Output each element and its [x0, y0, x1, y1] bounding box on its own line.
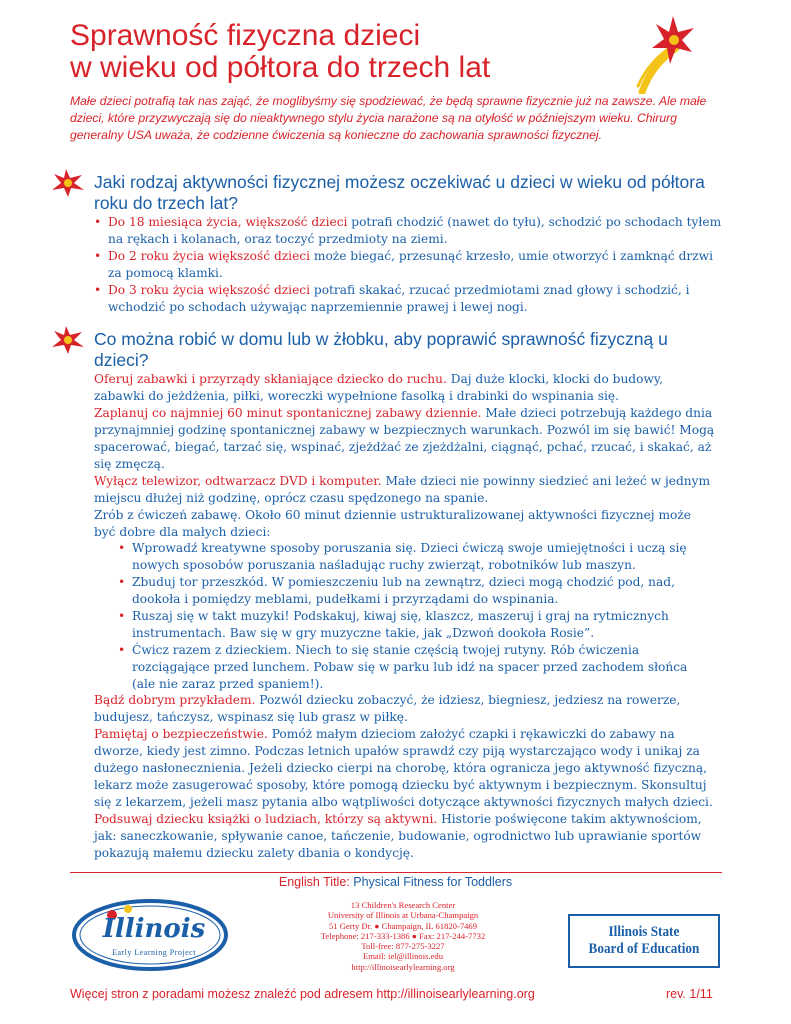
shooting-star-icon [636, 14, 696, 94]
paragraph [94, 507, 716, 541]
paragraph-text: Pozwól dziecku zobaczyć, że idziesz, biegniesz, jedziesz na rowerze, budujesz, tańczysz, wspinasz się lub grasz w piłkę. [94, 693, 681, 724]
address-line: Toll-free: 877-275-3227 [361, 941, 445, 952]
logo-subtitle: Early Learning Project [112, 948, 196, 957]
list-item [94, 214, 726, 248]
section-2-paragraphs [94, 371, 716, 541]
paragraph-text: Małe dzieci nie powinny siedzieć ani leżeć w jednym miejscu dłużej niż godzinę, oprócz czasu spędzonego na spanie. [94, 474, 711, 505]
section-2-bullet-list [118, 540, 714, 693]
paragraph-text: Daj duże klocki, klocki do budowy, zabawki do jeżdżenia, piłki, woreczki wypełnione fasolką i drabinki do wspinania się. [94, 372, 664, 403]
isbe-line-1: Illinois State [608, 924, 680, 940]
paragraph [94, 371, 716, 405]
paragraph-text: Historie poświęcone takim aktywnościom, jak: saneczkowanie, spływanie canoe, tańczenie, budowanie, ogrodnictwo lub uprawianie sportów pokazują małemu dziecku zalety dbania o kondycję. [94, 812, 702, 860]
paragraph-lead: Oferuj zabawki i przyrządy skłaniające dziecko do ruchu. [94, 372, 447, 386]
bullet-text: może biegać, przesunąć krzesło, umie otworzyć i zamknąć drzwi za pomocą klamki. [108, 249, 713, 280]
isbe-logo [568, 914, 720, 968]
section-2-paragraphs-2 [94, 692, 716, 862]
paragraph [94, 726, 716, 811]
section-2-heading: Co można robić w domu lub w żłobku, aby poprawić sprawność fizyczną u dzieci? [94, 329, 668, 370]
footer-divider [70, 872, 722, 873]
contact-address [258, 900, 548, 972]
english-title-text: Physical Fitness for Toddlers [349, 875, 513, 889]
list-item [94, 248, 726, 282]
bullet-text: potrafi skakać, rzucać przedmiotami znad głowy i schodzić, i wchodzić po schodach używając naprzemiennie prawej i lewej nogi. [108, 283, 690, 314]
logo-wordmark: Illinois [102, 914, 206, 944]
bullet-text: potrafi chodzić (nawet do tyłu), schodzić po schodach tyłem na rękach i kolanach, oraz toczyć przedmioty na ziemi. [108, 215, 722, 246]
revision-label: rev. 1/11 [666, 987, 713, 1001]
address-line: Email: iel@illinois.edu [363, 951, 443, 962]
paragraph [94, 473, 716, 507]
list-item: • Wprowadź kreatywne sposoby poruszania się. Dzieci ćwiczą swoje umiejętności i uczą się nowych sposobów poruszania naśladując ruchy zwierząt, robotników lub maszyn. [118, 540, 714, 574]
title-line-1: Sprawność fizyczna dzieci [70, 19, 421, 52]
address-line: 13 Children's Research Center [350, 900, 456, 910]
star-bullet-icon [52, 326, 86, 354]
isbe-line-2: Board of Education [588, 941, 700, 957]
english-title-label: English Title: [278, 875, 350, 889]
list-item: • Zbuduj tor przeszkód. W pomieszczeniu lub na zewnątrz, dzieci mogą chodzić pod, nad, dookoła i pomiędzy meblami, pudełkami i przyrządami do wspinania. [118, 574, 714, 608]
paragraph-lead: Wyłącz telewizor, odtwarzacz DVD i komputer. [94, 474, 382, 488]
list-item: • Ruszaj się w takt muzyki! Podskakuj, kiwaj się, klaszcz, maszeruj i graj na rytmicznych instrumentach. Baw się w gry muzyczne takie, jak „Dzwoń dookoła Rosie”. [118, 608, 714, 642]
paragraph-text: Pomóż małym dzieciom założyć czapki i rękawiczki do zabawy na dworze, kiedy jest zimno. Podczas letnich upałów sprawdź czy piją wystarczająco wody i unikaj za dużego nasłonecznienia. Jeżeli dziecko cierpi na chorobę, która ogranicza jego aktywność fizyczną, lekarz może zasugerować sposoby, które pomogą dziecku być aktywnym i bezpiecznym. Skonsultuj się z lekarzem, jeżeli masz pytania albo wątpliwości dotyczące aktywności fizycznych małych dzieci. [94, 727, 713, 809]
paragraph-lead: Zaplanuj co najmniej 60 minut spontanicznej zabawy dziennie. [94, 406, 482, 420]
bullet-lead: Do 18 miesiąca życia, większość dzieci [108, 215, 348, 229]
paragraph-text: Małe dzieci potrzebują każdego dnia przynajmniej godzinę spontanicznej zabawy w bezpiecznych warunkach. Pozwól im się bawić! Mogą spacerować, biegać, tarzać się, wspinać, zjeżdżać ze zjeżdżalni, ciągnąć, pchać, rzucać, i skakać, aż się zmęczą. [94, 406, 715, 471]
paragraph-lead: Bądź dobrym przykładem. [94, 693, 256, 707]
section-1-bullet-list [94, 214, 726, 316]
paragraph-lead: Pamiętaj o bezpieczeństwie. [94, 727, 268, 741]
title-line-2: w wieku od półtora do trzech lat [70, 51, 491, 84]
star-bullet-icon [52, 169, 86, 197]
list-item [94, 282, 726, 316]
more-info-note: Więcej stron z poradami możesz znaleźć pod adresem http://illinoisearlylearning.org [70, 987, 535, 1001]
intro-paragraph: Małe dzieci potrafią tak nas zająć, że moglibyśmy się spodziewać, że będą sprawne fizycznie już na zawsze. Ale małe dzieci, które przyzwyczają się do nieaktywnego stylu życia narażone są na otyłość w późniejszym wieku. Chirurg generalny USA uważa, że codzienne ćwiczenia są konieczne do zachowania sprawności fizycznej. [70, 94, 707, 142]
paragraph [94, 692, 716, 726]
list-item: • Ćwicz razem z dzieckiem. Niech to się stanie częścią twojej rutyny. Rób ćwiczenia rozciągające przed lunchem. Pobaw się w parku lub idź na spacer przed zachodem słońca (ale nie zaraz przed spaniem!). [118, 642, 714, 693]
address-line: http://illinoisearlylearning.org [351, 961, 455, 972]
page-title [70, 20, 690, 84]
english-title [0, 875, 791, 889]
address-line: 51 Gerty Dr. ● Champaign, IL 61820-7469 [328, 920, 478, 931]
section-1-heading: Jaki rodzaj aktywności fizycznej możesz oczekiwać u dzieci w wieku od półtora roku do trzech lat? [94, 172, 705, 213]
bullet-lead: Do 2 roku życia większość dzieci [108, 249, 311, 263]
paragraph-text: Zrób z ćwiczeń zabawę. Około 60 minut dziennie ustrukturalizowanej aktywności fizycznej może być dobre dla małych dzieci: [94, 508, 691, 539]
paragraph [94, 811, 716, 862]
illinois-early-learning-logo [70, 895, 240, 975]
paragraph [94, 405, 716, 473]
paragraph-lead: Podsuwaj dziecku książki o ludziach, którzy są aktywni. [94, 812, 438, 826]
address-line: Telephone: 217-333-1386 ● Fax: 217-244-7732 [320, 930, 486, 941]
bullet-lead: Do 3 roku życia większość dzieci [108, 283, 311, 297]
address-line: University of Illinois at Urbana-Champaign [327, 910, 479, 921]
